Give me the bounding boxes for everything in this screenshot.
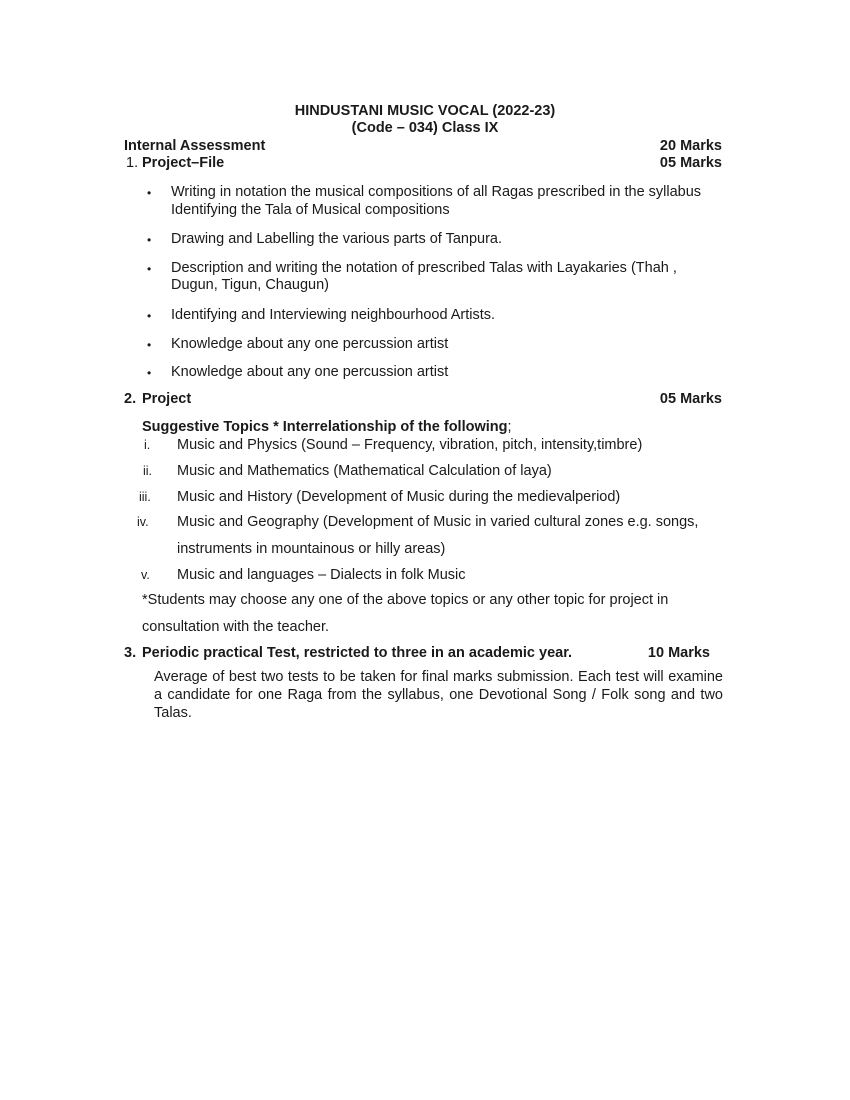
bullet-icon: • — [147, 186, 152, 200]
topic-item: Music and languages – Dialects in folk Music — [177, 567, 466, 583]
bullet-icon: • — [147, 262, 152, 276]
topic-numeral: i. — [144, 438, 151, 452]
internal-assessment-label: Internal Assessment — [124, 138, 266, 154]
topic-item: Music and Mathematics (Mathematical Calculation of laya) — [177, 463, 552, 479]
section-3-marks: 10 Marks — [647, 645, 710, 661]
bullet-icon: • — [147, 366, 152, 380]
topic-numeral: iv. — [137, 515, 149, 529]
list-item: Writing in notation the musical compositions of all Ragas prescribed in the syllabus — [171, 184, 702, 200]
list-item-continuation: Identifying the Tala of Musical compositions — [171, 202, 450, 218]
section-2-number: 2. — [124, 391, 137, 407]
topic-item: Music and Geography (Development of Music in varied cultural zones e.g. songs, — [177, 514, 699, 530]
section-1-title: Project–File — [142, 155, 225, 171]
project-note-continuation: consultation with the teacher. — [142, 619, 330, 635]
internal-assessment-marks: 20 Marks — [659, 138, 722, 154]
list-item: Knowledge about any one percussion artist — [171, 336, 449, 352]
list-item: Drawing and Labelling the various parts of Tanpura. — [171, 231, 503, 247]
bullet-icon: • — [147, 338, 152, 352]
suggestive-topics-heading-text: Suggestive Topics * Interrelationship of the following — [142, 419, 508, 435]
suggestive-topics-heading-suffix: ; — [507, 419, 512, 435]
document-title: HINDUSTANI MUSIC VOCAL (2022-23) — [294, 103, 556, 119]
section-3-description: Average of best two tests to be taken for final marks submission. Each test will examine a candidate for one Raga from the syllabus, one Devotional Song / Folk song and two Talas. — [154, 669, 723, 721]
topic-numeral: ii. — [143, 464, 153, 478]
list-item-continuation: Dugun, Tigun, Chaugun) — [171, 277, 329, 293]
list-item: Description and writing the notation of prescribed Talas with Layakaries (Thah , — [171, 260, 677, 276]
topic-numeral: v. — [141, 568, 150, 582]
project-note: *Students may choose any one of the above topics or any other topic for project in — [142, 592, 669, 608]
section-2-title: Project — [142, 391, 192, 407]
bullet-icon: • — [147, 233, 152, 247]
bullet-icon: • — [147, 309, 152, 323]
section-3-number: 3. — [124, 645, 137, 661]
topic-item-continuation: instruments in mountainous or hilly areas) — [177, 541, 446, 557]
topic-item: Music and Physics (Sound – Frequency, vibration, pitch, intensity,timbre) — [177, 437, 643, 453]
topic-numeral: iii. — [139, 490, 151, 504]
section-1-number: 1. — [126, 155, 139, 171]
section-1-marks: 05 Marks — [659, 155, 722, 171]
list-item: Identifying and Interviewing neighbourhood Artists. — [171, 307, 496, 323]
section-3-title: Periodic practical Test, restricted to three in an academic year. — [142, 645, 573, 661]
section-2-marks: 05 Marks — [659, 391, 722, 407]
document-subtitle: (Code – 034) Class IX — [351, 120, 499, 136]
topic-item: Music and History (Development of Music during the medievalperiod) — [177, 489, 621, 505]
list-item: Knowledge about any one percussion artist — [171, 364, 449, 380]
suggestive-topics-heading — [142, 419, 512, 435]
